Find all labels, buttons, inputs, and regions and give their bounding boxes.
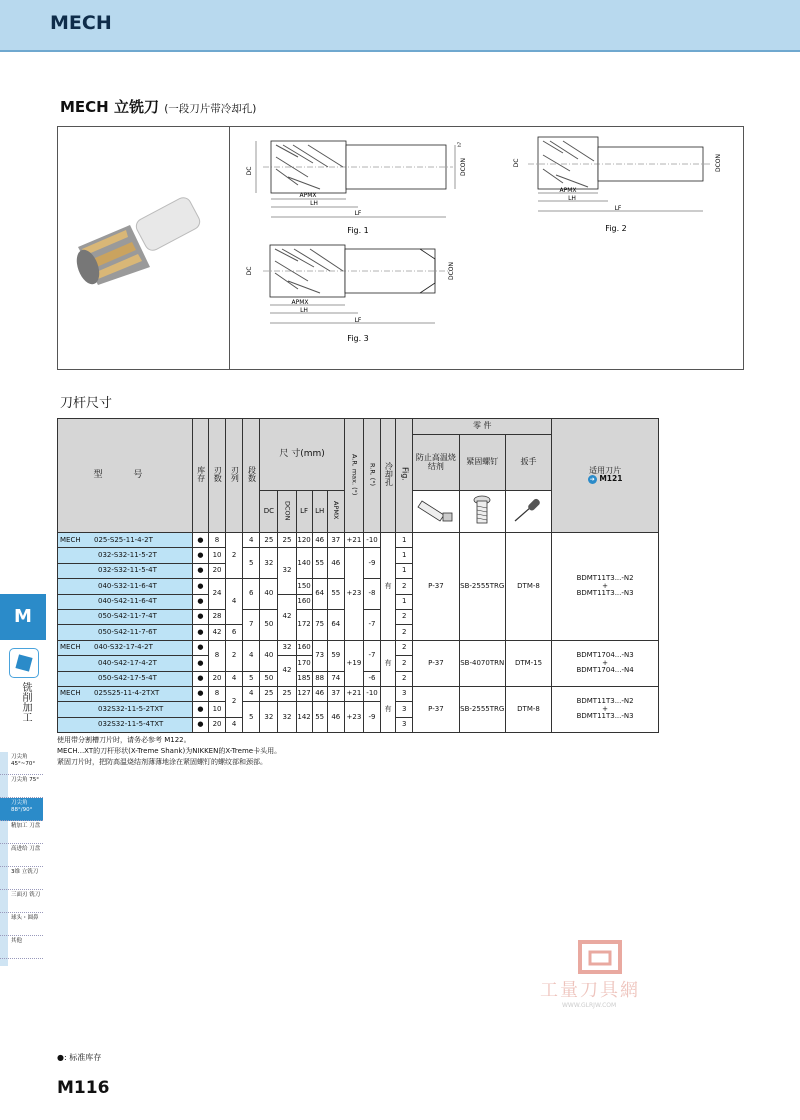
screw-icon	[459, 491, 505, 533]
rows-cell: 4	[226, 579, 243, 625]
milling-icon	[9, 648, 39, 678]
col-ar: A.R. max. (°)	[344, 419, 363, 533]
coolant-cell: 有	[381, 686, 396, 732]
fig3-dc-label: DC	[246, 266, 253, 276]
fig1-dc-label: DC	[246, 166, 253, 176]
rr-cell: -7	[363, 609, 380, 640]
dc-cell: 50	[260, 609, 278, 640]
col-parts: 零 件	[413, 419, 552, 435]
rows-cell: 2	[226, 533, 243, 579]
tool-drawings	[58, 127, 745, 371]
apmx-cell: 64	[327, 609, 344, 640]
dcon-cell: 25	[278, 533, 296, 548]
ar-cell: +23	[344, 548, 363, 640]
wrench-cell: DTM-15	[505, 640, 551, 686]
ar-cell: +23	[344, 702, 363, 733]
model-cell: 050-S42-11-7-4T	[58, 609, 193, 624]
col-stock: 库存	[192, 419, 208, 533]
stock-cell: ●	[192, 656, 208, 671]
note-1: 使用带分割槽刀片时，请务必参考 M122。	[57, 736, 191, 744]
dc-cell: 25	[260, 533, 278, 548]
rr-cell: -9	[363, 548, 380, 579]
lf-cell: 140	[296, 548, 312, 579]
fig-cell: 1	[396, 533, 413, 548]
fig1-drawing	[246, 141, 467, 235]
model-cell: MECH 040-S32-17-4-2T	[58, 640, 193, 655]
col-stages: 段数	[243, 419, 260, 533]
apmx-cell: 74	[327, 671, 344, 686]
screw-cell: SB-2555TRG	[459, 686, 505, 732]
rr-cell: -10	[363, 533, 380, 548]
coolant-cell: 有	[381, 533, 396, 641]
fig-cell: 3	[396, 686, 413, 701]
lf-cell: 185	[296, 671, 312, 686]
fig3-drawing	[246, 245, 455, 343]
lf-cell: 160	[296, 594, 312, 609]
fig-cell: 2	[396, 671, 413, 686]
stages-cell: 5	[243, 702, 260, 733]
side-tab-m[interactable]: M	[0, 594, 46, 640]
lh-cell: 55	[312, 548, 327, 579]
page-header	[0, 0, 800, 50]
lh-cell: 64	[312, 579, 327, 610]
col-fig: Fig.	[396, 419, 413, 533]
lf-cell: 120	[296, 533, 312, 548]
ar-cell: +21	[344, 686, 363, 701]
section-subtitle: (一段刀片带冷却孔)	[164, 103, 257, 115]
figure-box	[57, 126, 744, 370]
col-z: 刃数	[208, 419, 225, 533]
fig-cell: 1	[396, 563, 413, 578]
side-nav-item[interactable]: 3维 立铣刀	[0, 867, 43, 890]
z-cell: 10	[208, 702, 225, 717]
fig-cell: 2	[396, 609, 413, 624]
col-dcon: DCON	[278, 491, 296, 533]
stock-cell: ●	[192, 717, 208, 732]
model-cell: MECH 025-S25-11-4-2T	[58, 533, 193, 548]
model-cell: 032-S32-11-5-4T	[58, 563, 193, 578]
section-title-text: MECH 立铣刀	[60, 98, 159, 116]
stages-cell: 6	[243, 579, 260, 610]
watermark-name: 工量刀具網	[540, 980, 640, 1001]
insert-cell: BDMT1704...-N3 + BDMT1704...-N4	[552, 640, 659, 686]
stock-cell: ●	[192, 671, 208, 686]
insert-header: 适用刀片	[589, 465, 622, 475]
col-anti-seize: 防止高温烧结剂	[413, 435, 459, 491]
col-wrench: 扳手	[505, 435, 551, 491]
rows-cell: 2	[226, 640, 243, 671]
z-cell: 24	[208, 579, 225, 610]
page-number: M116	[57, 1078, 110, 1098]
ar-cell: +19	[344, 640, 363, 686]
col-coolant: 冷却孔	[381, 419, 396, 533]
stages-cell: 5	[243, 671, 260, 686]
col-insert	[552, 419, 659, 533]
side-nav-item[interactable]: 刀尖角 45°~70°	[0, 752, 43, 775]
lf-cell: 172	[296, 609, 312, 640]
fig-cell: 1	[396, 548, 413, 563]
arrow-icon: ➜	[589, 476, 595, 484]
fig2-lf-label: LF	[614, 205, 622, 212]
dcon-cell: 25	[278, 686, 296, 701]
watermark-url: WWW.GLRJW.COM	[562, 1002, 617, 1009]
model-cell: 050-S42-11-7-6T	[58, 625, 193, 640]
side-label: 铣削加工	[20, 682, 31, 722]
side-nav-item-active[interactable]: 刀尖角 88°/90°	[0, 798, 43, 821]
z-cell: 8	[208, 686, 225, 701]
fig3-apmx-label: APMX	[291, 299, 309, 306]
dcon-cell: 32	[278, 640, 296, 655]
stock-cell: ●	[192, 533, 208, 548]
z-cell: 28	[208, 609, 225, 624]
col-lh: LH	[312, 491, 327, 533]
note-3: 紧固刀片时，把防高温烧结剂薄薄地涂在紧固螺钉的螺纹部和颈部。	[57, 758, 267, 766]
col-dc: DC	[260, 491, 278, 533]
model-cell: 050-S42-17-5-4T	[58, 671, 193, 686]
apmx-cell: 46	[327, 548, 344, 579]
stock-cell: ●	[192, 625, 208, 640]
model-cell: 032S32-11-5-2TXT	[58, 702, 193, 717]
fig-cell: 2	[396, 656, 413, 671]
fig-cell: 2	[396, 640, 413, 655]
fig1-dcon-sup: h7	[457, 141, 462, 147]
dc-cell: 32	[260, 702, 278, 733]
anti-seize-tube-icon	[413, 491, 459, 533]
stock-cell: ●	[192, 548, 208, 563]
rr-cell: -7	[363, 640, 380, 671]
insert-ref-link[interactable]	[552, 475, 658, 484]
dc-cell: 32	[260, 548, 278, 579]
side-nav-item[interactable]: 球头・圆鼻	[0, 913, 43, 936]
col-screw: 紧固螺钉	[459, 435, 505, 491]
stages-cell: 4	[243, 686, 260, 701]
stock-footnote: ●: 标准库存	[57, 1053, 102, 1062]
apmx-cell: 59	[327, 640, 344, 671]
watermark	[540, 940, 680, 1024]
anti-seize-cell: P-37	[413, 640, 459, 686]
fig2-drawing	[513, 137, 722, 233]
lh-cell: 75	[312, 609, 327, 640]
col-model: 型 号	[58, 419, 193, 533]
dc-cell: 25	[260, 686, 278, 701]
insert-cell: BDMT11T3...-N2 + BDMT11T3...-N3	[552, 686, 659, 732]
dcon-cell: 42	[278, 656, 296, 687]
wrench-icon	[505, 491, 551, 533]
fig2-dc-label: DC	[513, 158, 520, 168]
rows-cell: 4	[226, 717, 243, 732]
stock-cell: ●	[192, 594, 208, 609]
rr-cell: -8	[363, 579, 380, 610]
col-dims: 尺 寸(mm)	[260, 419, 345, 491]
lf-cell: 150	[296, 579, 312, 594]
note-2: MECH...XT的刀杆形状(X-Treme Shank)为NIKKEN的X-Treme卡头用。	[57, 747, 282, 755]
stock-cell: ●	[192, 563, 208, 578]
dc-cell: 50	[260, 671, 278, 686]
apmx-cell: 46	[327, 702, 344, 733]
z-cell: 20	[208, 717, 225, 732]
rr-cell: -6	[363, 671, 380, 686]
insert-ref: M121	[599, 474, 623, 484]
col-apmx: APMX	[327, 491, 344, 533]
fig2-dcon-label: DCON	[715, 153, 722, 173]
fig1-lh-label: LH	[310, 200, 318, 207]
fig-cell: 1	[396, 594, 413, 609]
stock-cell: ●	[192, 579, 208, 594]
side-nav-item[interactable]: 三面刃 铣刀	[0, 890, 43, 913]
dc-cell: 40	[260, 640, 278, 671]
fig-cell: 3	[396, 717, 413, 732]
lh-cell: 46	[312, 533, 327, 548]
model-cell: 032S32-11-5-4TXT	[58, 717, 193, 732]
side-nav-item[interactable]: 其他	[0, 936, 43, 959]
fig1-apmx-label: APMX	[299, 192, 317, 199]
section-title	[60, 96, 256, 117]
model-cell: 040-S42-11-6-4T	[58, 594, 193, 609]
col-rows: 刃列	[226, 419, 243, 533]
lf-cell: 160	[296, 640, 312, 655]
side-nav	[0, 752, 43, 959]
stages-cell: 4	[243, 533, 260, 548]
fig-cell: 3	[396, 702, 413, 717]
stock-cell: ●	[192, 702, 208, 717]
side-nav-item[interactable]: 刀尖角 75°	[0, 775, 43, 798]
fig3-dcon-label: DCON	[448, 261, 455, 281]
stock-cell: ●	[192, 686, 208, 701]
fig2-apmx-label: APMX	[559, 187, 577, 194]
stages-cell: 5	[243, 548, 260, 579]
screw-cell: SB-4070TRN	[459, 640, 505, 686]
col-lf: LF	[296, 491, 312, 533]
spec-table	[57, 418, 659, 733]
dc-cell: 40	[260, 579, 278, 610]
fig1-lf-label: LF	[354, 210, 362, 217]
screw-cell: SB-2555TRG	[459, 533, 505, 641]
apmx-cell: 55	[327, 579, 344, 610]
side-nav-item[interactable]: 精加工 刀盘	[0, 821, 43, 844]
z-cell: 8	[208, 533, 225, 548]
fig1-dcon-label: DCON	[460, 157, 467, 177]
model-cell: 040-S42-17-4-2T	[58, 656, 193, 671]
header-title: MECH	[50, 12, 112, 34]
ar-cell: +21	[344, 533, 363, 548]
end-mill-photo	[72, 195, 202, 287]
anti-seize-cell: P-37	[413, 686, 459, 732]
col-rr: R.R. (°)	[363, 419, 380, 533]
z-cell: 10	[208, 548, 225, 563]
model-cell: MECH 025S25-11-4-2TXT	[58, 686, 193, 701]
fig-cell: 2	[396, 579, 413, 594]
dcon-cell: 32	[278, 548, 296, 594]
insert-cell: BDMT11T3...-N2 + BDMT11T3...-N3	[552, 533, 659, 641]
table-title: 刀杆尺寸	[60, 396, 113, 411]
rows-cell: 2	[226, 686, 243, 717]
fig2-lh-label: LH	[568, 195, 576, 202]
rr-cell: -10	[363, 686, 380, 701]
stages-cell: 4	[243, 640, 260, 671]
fig3-lf-label: LF	[354, 317, 362, 324]
header-divider	[0, 50, 800, 52]
fig3-lh-label: LH	[300, 307, 308, 314]
z-cell: 20	[208, 671, 225, 686]
lh-cell: 73	[312, 640, 327, 671]
side-nav-item[interactable]: 高进给 刀盘	[0, 844, 43, 867]
z-cell: 20	[208, 563, 225, 578]
coolant-cell: 有	[381, 640, 396, 686]
rr-cell: -9	[363, 702, 380, 733]
lf-cell: 142	[296, 702, 312, 733]
fig1-caption: Fig. 1	[347, 226, 369, 235]
rows-cell: 4	[226, 671, 243, 686]
lf-cell: 127	[296, 686, 312, 701]
stock-cell: ●	[192, 640, 208, 655]
dcon-cell: 32	[278, 702, 296, 733]
apmx-cell: 37	[327, 533, 344, 548]
fig2-caption: Fig. 2	[605, 224, 627, 233]
dcon-cell: 42	[278, 594, 296, 640]
lf-cell: 170	[296, 656, 312, 671]
stages-cell: 7	[243, 609, 260, 640]
z-cell: 42	[208, 625, 225, 640]
wrench-cell: DTM-8	[505, 533, 551, 641]
anti-seize-cell: P-37	[413, 533, 459, 641]
apmx-cell: 37	[327, 686, 344, 701]
model-cell: 032-S32-11-5-2T	[58, 548, 193, 563]
rows-cell: 6	[226, 625, 243, 640]
wrench-cell: DTM-8	[505, 686, 551, 732]
stock-cell: ●	[192, 609, 208, 624]
fig-cell: 2	[396, 625, 413, 640]
lh-cell: 46	[312, 686, 327, 701]
lh-cell: 88	[312, 671, 327, 686]
z-cell: 8	[208, 640, 225, 671]
lh-cell: 55	[312, 702, 327, 733]
fig3-caption: Fig. 3	[347, 334, 369, 343]
model-cell: 040-S32-11-6-4T	[58, 579, 193, 594]
